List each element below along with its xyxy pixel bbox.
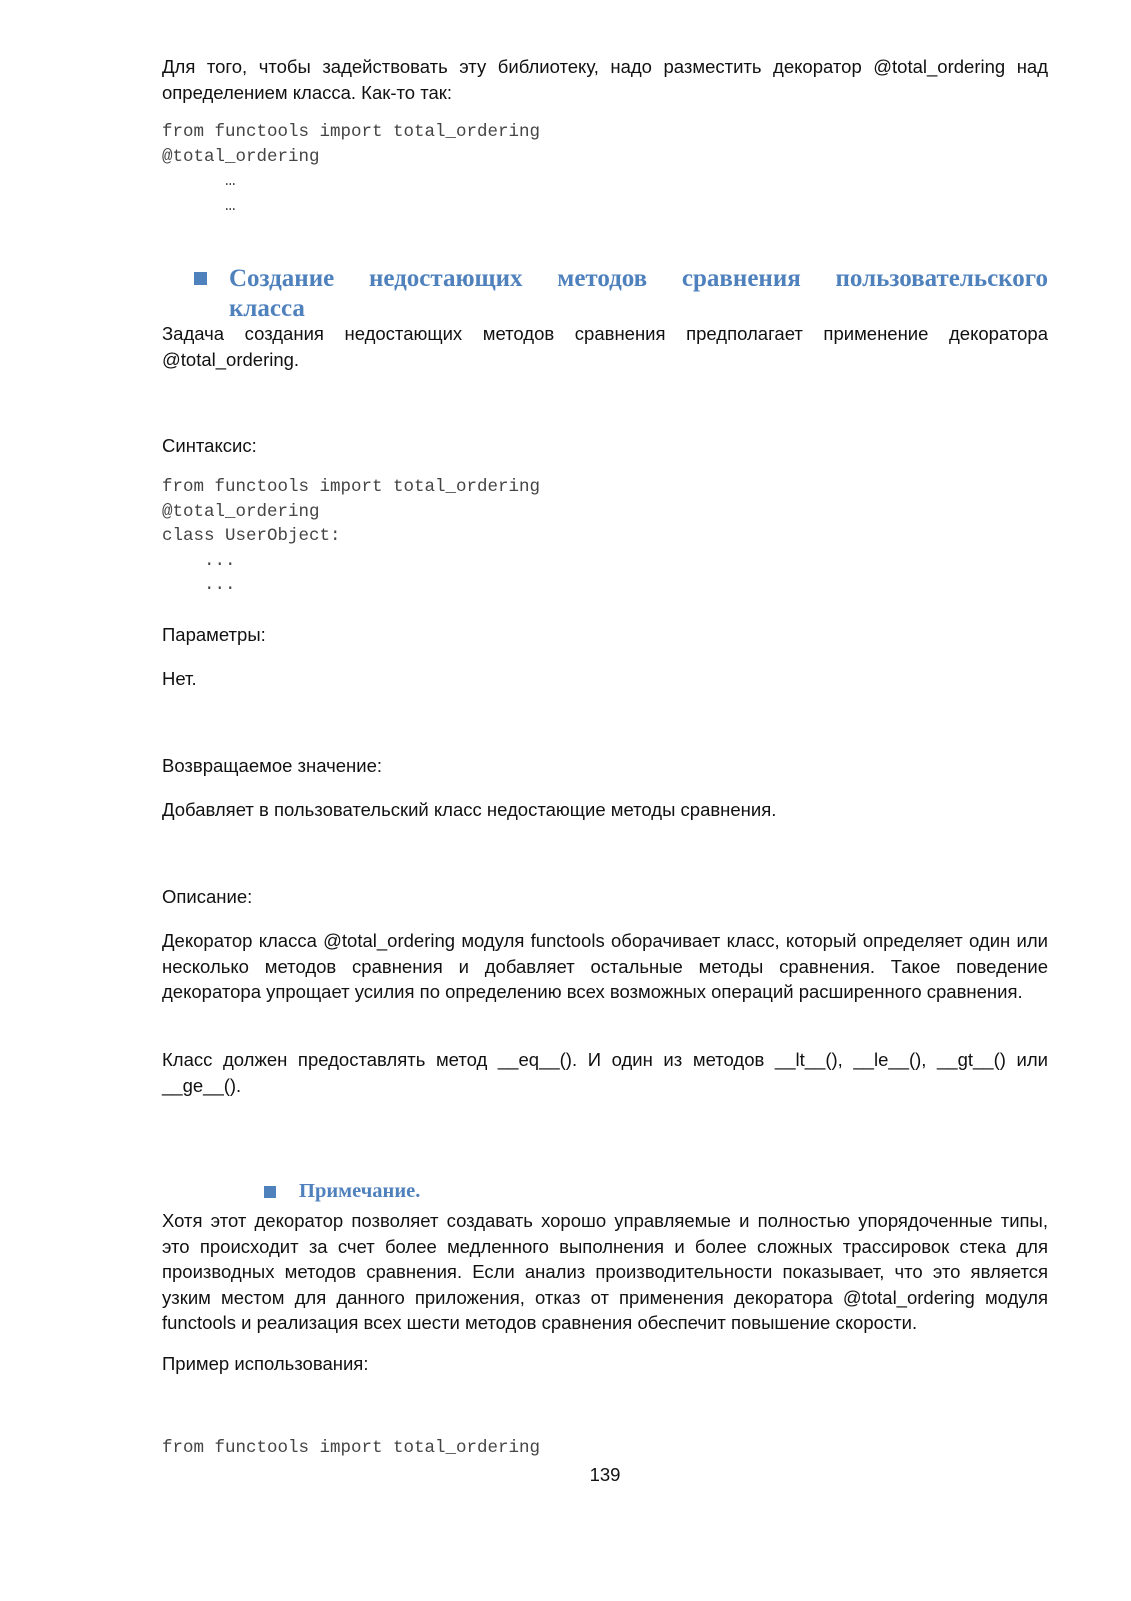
returns-value: Добавляет в пользовательский класс недостающие методы сравнения.	[162, 799, 777, 820]
task-paragraph: Задача создания недостающих методов сравнения предполагает применение декоратора @total_ordering.	[162, 323, 1048, 370]
section-heading-line2: класса	[229, 295, 305, 322]
description-paragraph-1: Декоратор класса @total_ordering модуля functools оборачивает класс, который определяет один или несколько методов сравнения и добавляет остальные методы сравнения. Такое поведение декоратора упрощает усилия по определению всех возможных операций расширенного сравнения.	[162, 930, 1048, 1002]
square-bullet-icon	[194, 272, 207, 285]
syntax-code-block: from functools import total_ordering @total_ordering class UserObject: ... ...	[162, 477, 541, 595]
intro-code-block: from functools import total_ordering @total_ordering … …	[162, 122, 541, 216]
intro-paragraph: Для того, чтобы задействовать эту библиотеку, надо разместить декоратор @total_ordering над определением класса. Как-то так:	[162, 56, 1048, 103]
section-heading	[229, 264, 1048, 324]
note-paragraph: Хотя этот декоратор позволяет создавать хорошо управляемые и полностью упорядоченные типы, это происходит за счет более медленного выполнения и более сложных трассировок стека для производных методов сравнения. Если анализ производительности показывает, что это является узким местом для данного приложения, отказ от применения декоратора @total_ordering модуля functools и реализация всех шести методов сравнения обеспечит повышение скорости.	[162, 1210, 1048, 1333]
section-heading-line1: Создание недостающих методов сравнения пользовательского	[229, 265, 1048, 292]
square-bullet-icon	[264, 1186, 276, 1198]
document-page	[162, 0, 1048, 1601]
params-label: Параметры:	[162, 624, 266, 645]
params-value: Нет.	[162, 668, 197, 689]
example-code-block: from functools import total_ordering	[162, 1438, 541, 1458]
example-label: Пример использования:	[162, 1353, 369, 1374]
syntax-label: Синтаксис:	[162, 435, 257, 456]
returns-label: Возвращаемое значение:	[162, 755, 383, 776]
note-heading: Примечание.	[299, 1180, 421, 1202]
description-label: Описание:	[162, 886, 253, 907]
page-number: 139	[589, 1464, 621, 1485]
description-paragraph-2: Класс должен предоставлять метод __eq__(). И один из методов __lt__(), __le__(), __gt__() или __ge__().	[162, 1049, 1048, 1096]
